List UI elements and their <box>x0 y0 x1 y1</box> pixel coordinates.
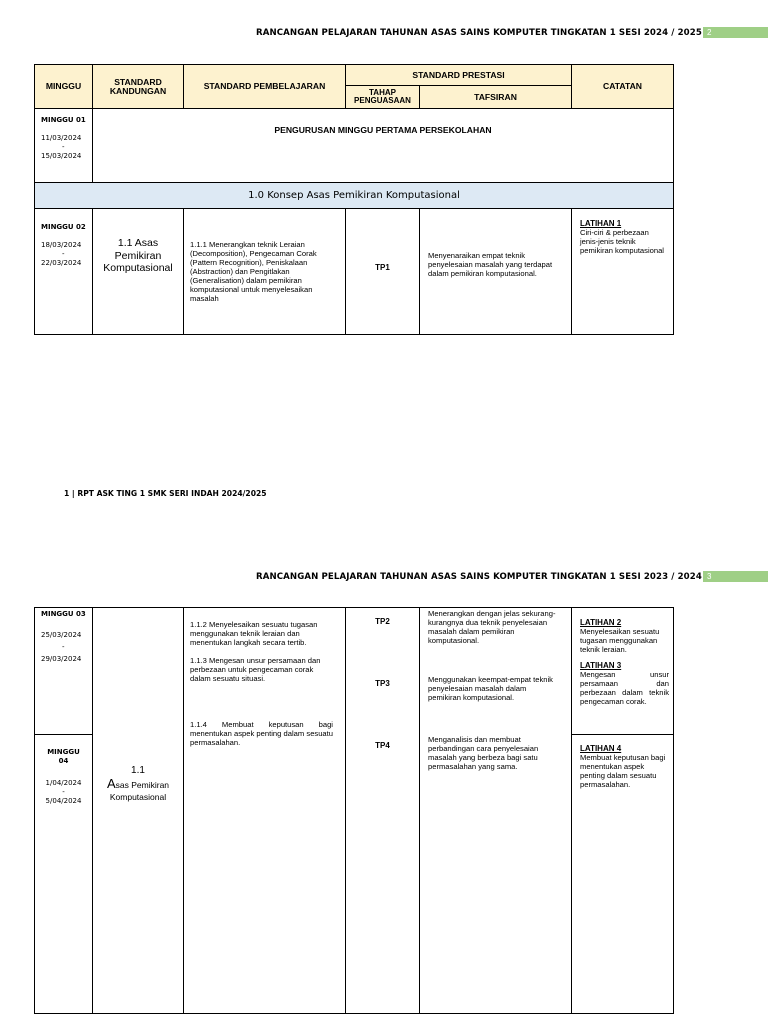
week-01-cell <box>34 108 93 183</box>
week-02-tp: TP1 <box>345 208 420 335</box>
week-01-date-dash: - <box>62 143 65 151</box>
catatan-cell-week-03 <box>571 607 674 735</box>
week-01-date-start: 11/03/2024 <box>41 134 82 142</box>
tp2-label: TP2 <box>375 617 390 626</box>
week-03-date-dash: - <box>62 643 65 651</box>
standard-pembelajaran-cell <box>183 607 346 1014</box>
sp-1-1-3: 1.1.3 Mengesan unsur persamaan dan perbezaan untuk pengecaman corak dalam sesuatu situasi. <box>190 656 321 683</box>
col-header-tahap-penguasaan: TAHAP PENGUASAAN <box>345 85 420 109</box>
tafsiran-tp4: Menganalisis dan membuat perbandingan cara penyelesaian masalah yang berbeza bagi satu permasalahan yang sama. <box>428 735 539 771</box>
section-title: 1.0 Konsep Asas Pemikiran Komputasional <box>34 182 674 209</box>
week-01-label: MINGGU 01 <box>41 116 86 124</box>
week-03-label: MINGGU 03 <box>41 610 86 618</box>
latihan-1-text: Ciri-ciri & perbezaan jenis-jenis teknik pemikiran komputasional <box>580 228 664 255</box>
week-04-date-dash: - <box>62 788 65 796</box>
col-header-tafsiran: TAFSIRAN <box>419 85 572 109</box>
latihan-2-title: LATIHAN 2 <box>580 618 622 627</box>
latihan-4-title: LATIHAN 4 <box>580 744 622 753</box>
col-header-standard-pembelajaran: STANDARD PEMBELAJARAN <box>183 64 346 109</box>
tp-cell <box>345 607 420 1014</box>
week-04-cell <box>34 734 93 1014</box>
week-04-number: 04 <box>58 757 69 765</box>
week-01-note-cell <box>92 108 674 183</box>
week-02-standard-kandungan: 1.1 Asas Pemikiran Komputasional <box>92 208 184 335</box>
week-02-date-dash: - <box>62 250 65 258</box>
week-01-note: PENGURUSAN MINGGU PERTAMA PERSEKOLAHAN <box>274 125 492 135</box>
tafsiran-cell <box>419 607 572 1014</box>
tafsiran-tp3: Menggunakan keempat-empat teknik penyelesaian masalah dalam pemikiran komputasional. <box>428 675 553 702</box>
week-02-date-end: 22/03/2024 <box>41 259 82 267</box>
week-02-catatan <box>571 208 674 335</box>
week-01-date-end: 15/03/2024 <box>41 152 82 160</box>
week-04-label: MINGGU <box>47 748 80 756</box>
tp4-label: TP4 <box>375 741 390 750</box>
sp-1-1-4: 1.1.4 Membuat keputusan bagi menentukan aspek penting dalam sesuatu permasalahan. <box>190 720 333 747</box>
week-02-label: MINGGU 02 <box>41 223 86 231</box>
col-header-minggu: MINGGU <box>34 64 93 109</box>
col-header-standard-prestasi: STANDARD PRESTASI <box>345 64 572 86</box>
tp3-label: TP3 <box>375 679 390 688</box>
col-header-catatan: CATATAN <box>571 64 674 109</box>
week-04-date-start: 1/04/2024 <box>45 779 82 787</box>
week-03-date-start: 25/03/2024 <box>41 631 82 639</box>
col-header-standard-kandungan: STANDARD KANDUNGAN <box>92 64 184 109</box>
page-number-badge-2: 3 <box>703 571 768 582</box>
week-02-tafsiran: Menyenaraikan empat teknik penyelesaian masalah yang terdapat dalam pemikiran komputasional. <box>419 208 572 335</box>
standard-kandungan-number: 1.1 <box>131 765 145 776</box>
tafsiran-tp2: Menerangkan dengan jelas sekurang-kurangnya dua teknik penyelesaian masalah dalam pemikiran komputasional. <box>428 609 556 645</box>
week-02-date-start: 18/03/2024 <box>41 241 82 249</box>
latihan-4-text: Membuat keputusan bagi menentukan aspek penting dalam sesuatu permasalahan. <box>580 753 666 789</box>
week-02-cell <box>34 208 93 335</box>
page-footer: 1 | RPT ASK TING 1 SMK SERI INDAH 2024/2025 <box>64 489 267 498</box>
standard-kandungan-cell <box>92 607 184 1014</box>
latihan-1-title: LATIHAN 1 <box>580 219 622 228</box>
week-03-cell <box>34 607 93 735</box>
page-number-badge: 2 <box>703 27 768 38</box>
week-03-date-end: 29/03/2024 <box>41 655 82 663</box>
catatan-cell-week-04 <box>571 734 674 1014</box>
page-header-title-2: RANCANGAN PELAJARAN TAHUNAN ASAS SAINS KOMPUTER TINGKATAN 1 SESI 2023 / 2024 <box>256 572 702 582</box>
latihan-3-title: LATIHAN 3 <box>580 661 622 670</box>
page-header-title: RANCANGAN PELAJARAN TAHUNAN ASAS SAINS KOMPUTER TINGKATAN 1 SESI 2024 / 2025 <box>256 28 702 38</box>
week-02-standard-pembelajaran: 1.1.1 Menerangkan teknik Leraian (Decomposition), Pengecaman Corak (Pattern Recognition), Peniskalaan (Abstraction) dan Pengitlakan (Generalisation) dalam pemikiran komputasional untuk menyelesaikan masalah <box>183 208 346 335</box>
week-04-date-end: 5/04/2024 <box>45 797 82 805</box>
latihan-2-text: Menyelesaikan sesuatu tugasan menggunakan teknik leraian. <box>580 627 660 654</box>
sp-1-1-2: 1.1.2 Menyelesaikan sesuatu tugasan menggunakan teknik leraian dan menentukan langkah secara tertib. <box>190 620 318 647</box>
standard-kandungan-text <box>97 765 179 804</box>
standard-kandungan-rest: sas Pemikiran Komputasional <box>109 779 170 802</box>
standard-kandungan-initial: A <box>106 775 116 791</box>
latihan-3-text: Mengesan unsur persamaan dan perbezaan dalam teknik pengecaman corak. <box>580 670 669 706</box>
